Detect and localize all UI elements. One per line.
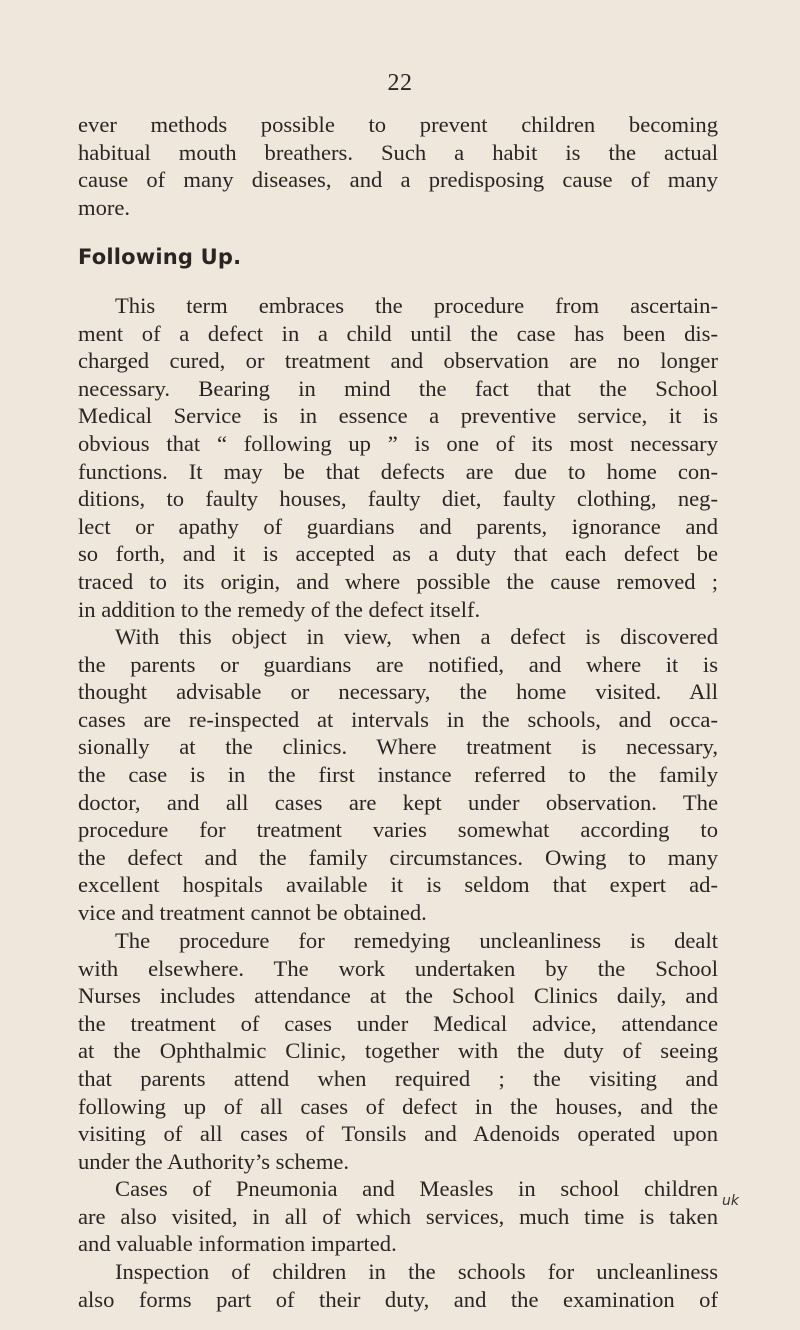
text-line: at the Ophthalmic Clinic, together with the duty of seeing bbox=[78, 1038, 718, 1064]
text-line: in addition to the remedy of the defect itself. bbox=[78, 596, 481, 622]
paragraph-school-nurses bbox=[78, 927, 718, 1175]
text-line: Inspection of children in the schools for uncleanliness bbox=[115, 1259, 718, 1284]
text-line: following up of all cases of defect in the houses, and the bbox=[78, 1093, 718, 1119]
handwritten-margin-note: uk bbox=[722, 1193, 739, 1209]
text-line: cases are re-inspected at intervals in the schools, and occa- bbox=[78, 706, 718, 732]
text-line: visiting of all cases of Tonsils and Adenoids operated upon bbox=[78, 1121, 718, 1147]
text-line: habitual mouth breathers. Such a habit is the actual bbox=[78, 139, 718, 165]
text-line: necessary. Bearing in mind the fact that the School bbox=[78, 375, 718, 401]
text-line: thought advisable or necessary, the home visited. All bbox=[78, 679, 718, 705]
text-line: sionally at the clinics. Where treatment is necessary, bbox=[78, 734, 718, 760]
text-line: the defect and the family circumstances. Owing to many bbox=[78, 844, 718, 870]
text-line: ment of a defect in a child until the case has been dis- bbox=[78, 320, 718, 346]
text-line: Nurses includes attendance at the School Clinics daily, and bbox=[78, 983, 718, 1009]
text-line: more. bbox=[78, 194, 131, 220]
text-line: This term embraces the procedure from ascertain- bbox=[115, 293, 718, 318]
text-line: cause of many diseases, and a predisposing cause of many bbox=[78, 167, 718, 193]
text-line: lect or apathy of guardians and parents, ignorance and bbox=[78, 513, 718, 539]
text-line: functions. It may be that defects are due to home con- bbox=[78, 458, 718, 484]
text-line: under the Authority’s scheme. bbox=[78, 1148, 350, 1174]
intro-paragraph bbox=[78, 111, 718, 221]
section-heading: Following Up. bbox=[78, 245, 242, 269]
text-line: Cases of Pneumonia and Measles in school children bbox=[115, 1176, 718, 1201]
text-line: the case is in the first instance referred to the family bbox=[78, 761, 718, 787]
page-number: 22 bbox=[387, 70, 413, 96]
text-line: vice and treatment cannot be obtained. bbox=[78, 899, 427, 925]
text-line: charged cured, or treatment and observation are no longer bbox=[78, 348, 718, 374]
text-line: ever methods possible to prevent children becoming bbox=[78, 112, 718, 137]
text-line: that parents attend when required ; the visiting and bbox=[78, 1065, 718, 1091]
paragraph-inspection bbox=[78, 1258, 718, 1313]
paragraph-defect-discovery bbox=[78, 623, 718, 927]
text-line: with elsewhere. The work undertaken by the School bbox=[78, 955, 718, 981]
text-line: Medical Service is in essence a preventive service, it is bbox=[78, 403, 718, 429]
text-line: are also visited, in all of which services, much time is taken bbox=[78, 1203, 718, 1229]
text-line: so forth, and it is accepted as a duty that each defect be bbox=[78, 541, 718, 567]
text-line: traced to its origin, and where possible the cause removed ; bbox=[78, 568, 718, 594]
paragraph-pneumonia-measles bbox=[78, 1175, 718, 1258]
text-line: excellent hospitals available it is seldom that expert ad- bbox=[78, 872, 718, 898]
text-line: The procedure for remedying uncleanliness is dealt bbox=[115, 928, 718, 953]
text-line: With this object in view, when a defect is discovered bbox=[115, 624, 718, 649]
text-line: and valuable information imparted. bbox=[78, 1231, 397, 1257]
text-line: obvious that “ following up ” is one of its most necessary bbox=[78, 430, 718, 456]
text-line: also forms part of their duty, and the examination of bbox=[78, 1286, 718, 1312]
text-line: procedure for treatment varies somewhat according to bbox=[78, 817, 718, 843]
text-line: the treatment of cases under Medical advice, attendance bbox=[78, 1010, 718, 1036]
text-line: the parents or guardians are notified, and where it is bbox=[78, 651, 718, 677]
paragraph-following-up-definition bbox=[78, 292, 718, 623]
text-line: doctor, and all cases are kept under observation. The bbox=[78, 789, 718, 815]
text-line: ditions, to faulty houses, faulty diet, faulty clothing, neg- bbox=[78, 486, 718, 512]
